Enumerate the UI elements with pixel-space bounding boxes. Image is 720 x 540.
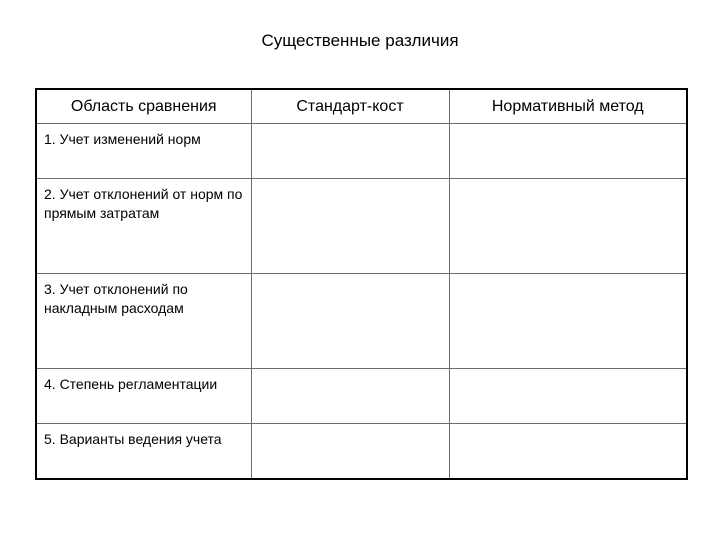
row-label: 4. Степень регламентации bbox=[36, 368, 251, 423]
table-row bbox=[36, 423, 687, 479]
standard-cost-cell bbox=[251, 423, 449, 479]
normative-method-cell bbox=[449, 368, 687, 423]
row-label: 5. Варианты ведения учета bbox=[36, 423, 251, 479]
column-header-normative-method: Нормативный метод bbox=[449, 89, 687, 124]
row-label: 3. Учет отклонений по накладным расходам bbox=[36, 273, 251, 368]
normative-method-cell bbox=[449, 423, 687, 479]
standard-cost-cell bbox=[251, 124, 449, 179]
row-label: 2. Учет отклонений от норм по прямым затратам bbox=[36, 178, 251, 273]
table-row bbox=[36, 368, 687, 423]
page-title: Существенные различия bbox=[261, 31, 459, 50]
standard-cost-cell bbox=[251, 178, 449, 273]
standard-cost-cell bbox=[251, 273, 449, 368]
normative-method-cell bbox=[449, 124, 687, 179]
normative-method-cell bbox=[449, 273, 687, 368]
column-header-comparison-area: Область сравнения bbox=[36, 89, 251, 124]
table-row bbox=[36, 124, 687, 179]
table-row bbox=[36, 178, 687, 273]
column-header-standard-cost: Стандарт-кост bbox=[251, 89, 449, 124]
standard-cost-cell bbox=[251, 368, 449, 423]
table-row bbox=[36, 273, 687, 368]
table-header-row bbox=[36, 89, 687, 124]
row-label: 1. Учет изменений норм bbox=[36, 124, 251, 179]
comparison-table bbox=[35, 88, 688, 480]
normative-method-cell bbox=[449, 178, 687, 273]
